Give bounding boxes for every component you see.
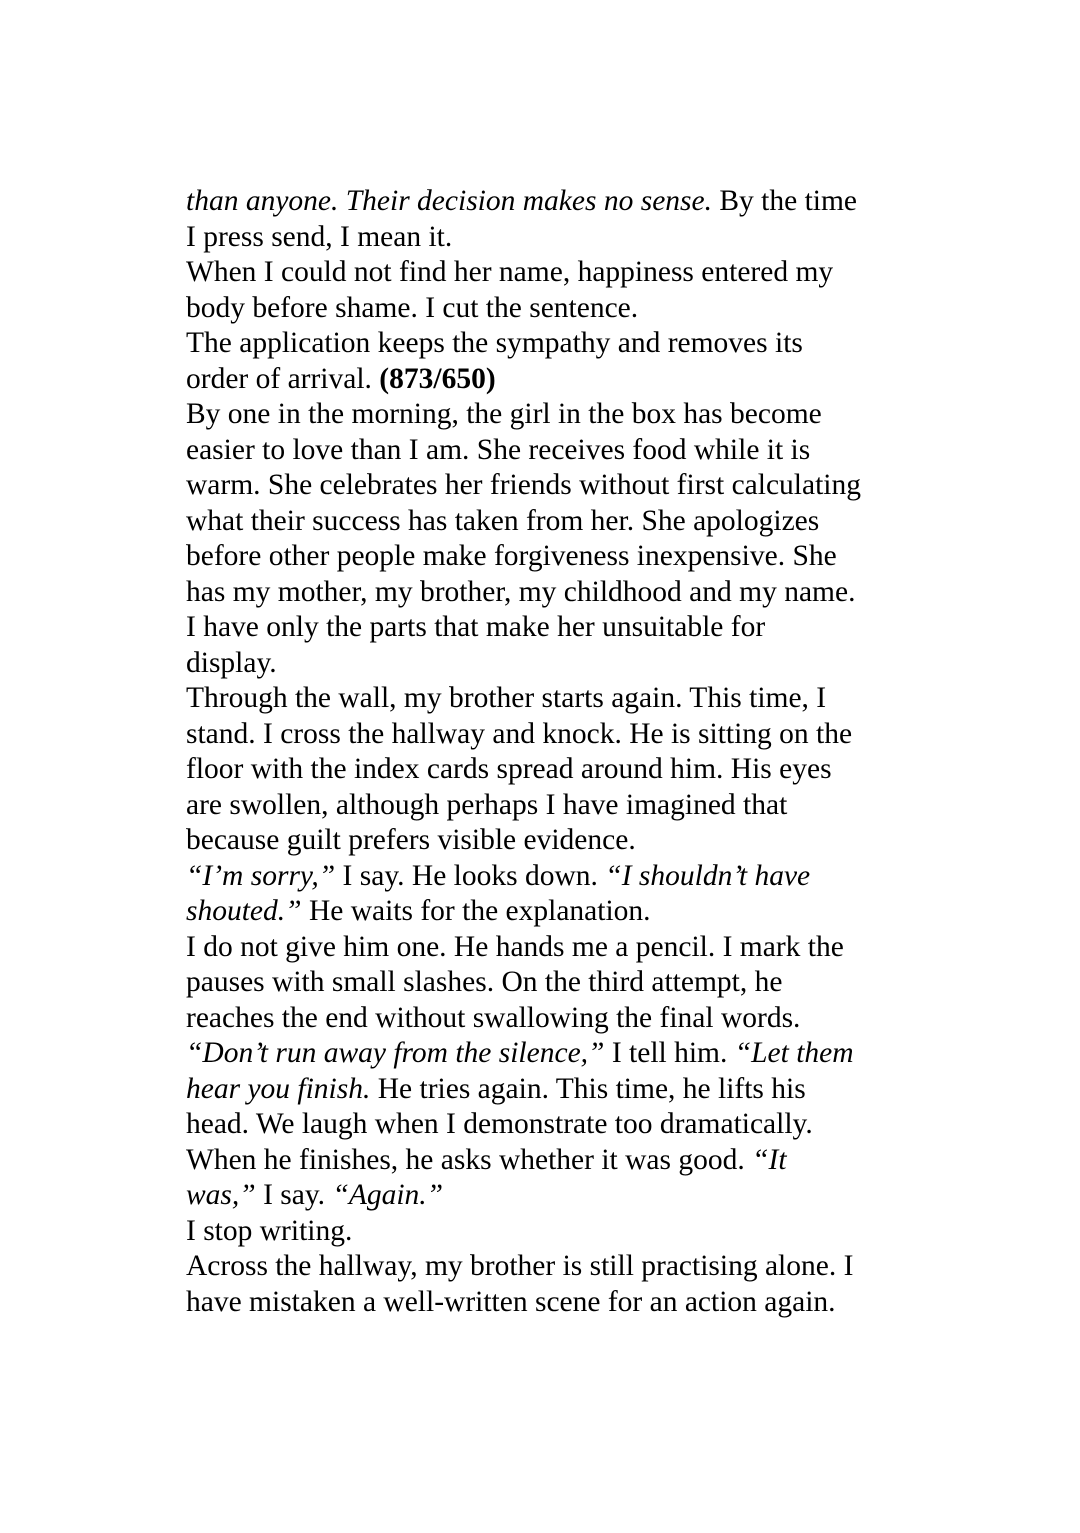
- text-run: I do not give him one. He hands me a pencil. I mark the pauses with small slashes. On the third attempt, he reaches the end without swallowing the final words.: [186, 930, 844, 1034]
- paragraph: [186, 1036, 916, 1214]
- text-run: I stop writing.: [186, 1214, 353, 1247]
- text-run: I say.: [255, 1179, 333, 1211]
- paragraph: [186, 681, 916, 859]
- body-text: [186, 184, 916, 1320]
- dialogue-text: “It was,”: [186, 1143, 787, 1211]
- text-run: Across the hallway, my brother is still practising alone. I have mistaken a well-written scene for an action again.: [186, 1250, 854, 1318]
- text-run: He tries again. This time, he lifts his head. We laugh when I demonstrate too dramatically. When he finishes, he asks whether it was good.: [186, 1072, 813, 1176]
- paragraph: [186, 397, 916, 681]
- text-run: He waits for the explanation.: [301, 895, 651, 927]
- dialogue-text: “I shouldn’t have shouted.”: [186, 859, 811, 927]
- paragraph: [186, 1214, 916, 1250]
- italic-text: than anyone. Their decision makes no sense.: [186, 185, 712, 217]
- dialogue-text: “Let them hear you finish.: [186, 1037, 854, 1105]
- text-run: By one in the morning, the girl in the box has become easier to love than I am. She receives food while it is warm. She celebrates her friends without first calculating what their success has taken from her. She apologizes before other people make forgiveness inexpensive. She has my mother, my brother, my childhood and my name. I have only the parts that make her unsuitable for display.: [186, 398, 861, 679]
- paragraph: [186, 255, 916, 326]
- dialogue-text: “I’m sorry,”: [186, 859, 336, 892]
- text-run: The application keeps the sympathy and removes its order of arrival.: [186, 327, 803, 395]
- dialogue-text: “Again.”: [332, 1179, 444, 1211]
- paragraph: [186, 184, 916, 255]
- paragraph: [186, 326, 916, 397]
- dialogue-text: “Don’t run away from the silence,”: [186, 1037, 605, 1069]
- paragraph: [186, 930, 916, 1037]
- text-run: I tell him.: [604, 1037, 735, 1069]
- text-run: When I could not find her name, happiness entered my body before shame. I cut the sentence.: [186, 256, 834, 324]
- text-run: I say. He looks down.: [335, 859, 606, 892]
- paragraph: [186, 859, 916, 930]
- word-count-label: (873/650): [379, 362, 496, 395]
- paragraph: [186, 1249, 916, 1320]
- text-run: Through the wall, my brother starts again. This time, I stand. I cross the hallway and knock. He is sitting on the floor with the index cards spread around him. His eyes are swollen, although perhaps I have imagined that because guilt prefers visible evidence.: [186, 682, 853, 856]
- text-run: By the time I press send, I mean it.: [186, 185, 858, 253]
